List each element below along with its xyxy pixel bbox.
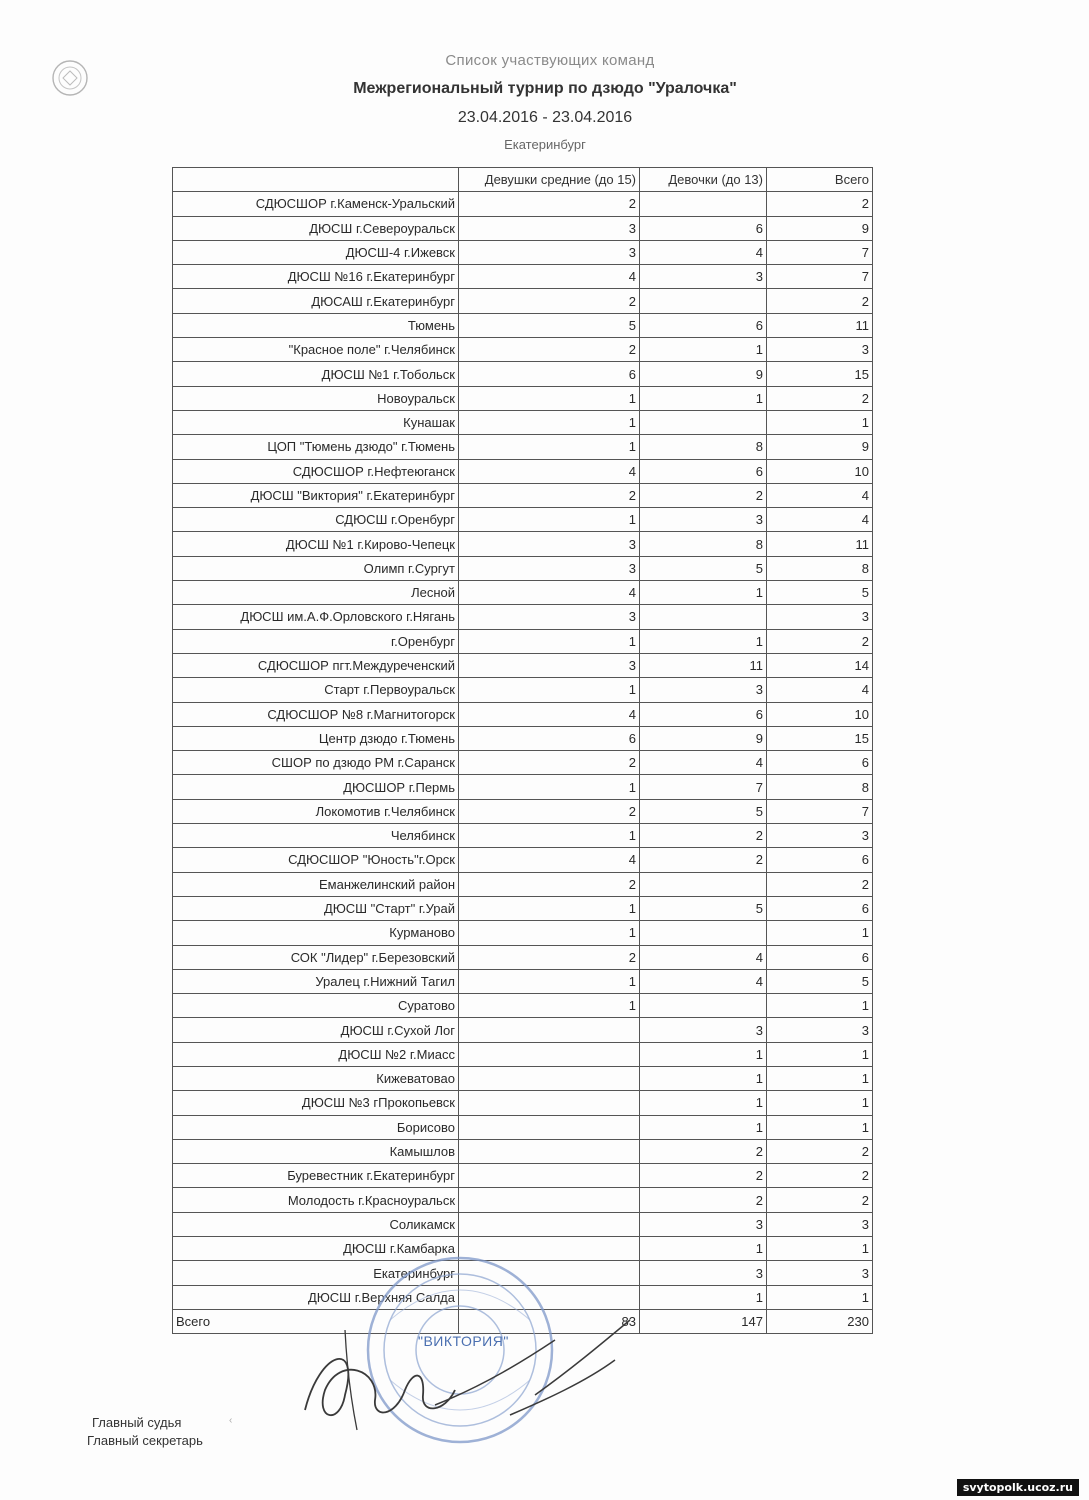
count-cell: 9 — [640, 362, 767, 386]
team-name-cell: СДЮСШОР г.Каменск-Уральский — [173, 192, 459, 216]
count-cell: 6 — [640, 459, 767, 483]
team-name-cell: Старт г.Первоуральск — [173, 678, 459, 702]
doc-title: Список участвующих команд — [445, 52, 655, 69]
team-name-cell: СШОР по дзюдо РМ г.Саранск — [173, 751, 459, 775]
count-cell: 4 — [459, 265, 640, 289]
team-name-cell: СДЮСШОР "Юность"г.Орск — [173, 848, 459, 872]
count-cell — [459, 1066, 640, 1090]
count-cell: 1 — [640, 1237, 767, 1261]
count-cell: 6 — [767, 848, 873, 872]
table-row — [173, 265, 873, 289]
count-cell: 9 — [767, 435, 873, 459]
count-cell — [459, 1212, 640, 1236]
count-cell: 1 — [459, 508, 640, 532]
signature-icon — [285, 1300, 665, 1440]
count-cell: 1 — [640, 581, 767, 605]
count-cell: 3 — [459, 605, 640, 629]
table-row — [173, 1042, 873, 1066]
team-name-cell: ДЮСШ №3 гПрокопьевск — [173, 1091, 459, 1115]
table-row — [173, 1188, 873, 1212]
count-cell: 1 — [459, 896, 640, 920]
count-cell: 2 — [767, 872, 873, 896]
count-cell: 3 — [640, 1018, 767, 1042]
count-cell: 3 — [767, 1261, 873, 1285]
team-name-cell: Лесной — [173, 581, 459, 605]
total-cell: 230 — [767, 1309, 873, 1333]
event-dates: 23.04.2016 - 23.04.2016 — [457, 109, 633, 126]
table-row — [173, 896, 873, 920]
count-cell: 1 — [459, 435, 640, 459]
team-name-cell: Суратово — [173, 994, 459, 1018]
table-row — [173, 872, 873, 896]
count-cell: 11 — [767, 532, 873, 556]
count-cell: 8 — [640, 532, 767, 556]
column-header: Девочки (до 13) — [640, 168, 767, 192]
table-row — [173, 751, 873, 775]
count-cell: 2 — [459, 338, 640, 362]
count-cell — [459, 1091, 640, 1115]
team-name-cell: Екатеринбург — [173, 1261, 459, 1285]
stamp-label: "ВИКТОРИЯ" — [418, 1333, 509, 1349]
count-cell: 1 — [767, 994, 873, 1018]
team-name-cell: ДЮСШ им.А.Ф.Орловского г.Нягань — [173, 605, 459, 629]
count-cell — [640, 289, 767, 313]
count-cell — [459, 1115, 640, 1139]
total-cell: 83 — [459, 1309, 640, 1333]
count-cell: 1 — [640, 1115, 767, 1139]
team-name-cell: ДЮСШ-4 г.Ижевск — [173, 240, 459, 264]
count-cell: 1 — [767, 1285, 873, 1309]
count-cell: 2 — [640, 1188, 767, 1212]
table-row — [173, 1115, 873, 1139]
count-cell: 1 — [640, 1091, 767, 1115]
count-cell: 1 — [459, 921, 640, 945]
count-cell: 7 — [767, 265, 873, 289]
chief-secretary-label: Главный секретарь — [87, 1433, 203, 1448]
count-cell: 4 — [640, 751, 767, 775]
count-cell: 1 — [459, 386, 640, 410]
count-cell: 4 — [640, 969, 767, 993]
table-row — [173, 338, 873, 362]
count-cell: 3 — [459, 556, 640, 580]
table-row — [173, 1139, 873, 1163]
column-header: Девушки средние (до 15) — [459, 168, 640, 192]
table-row — [173, 216, 873, 240]
count-cell: 1 — [767, 410, 873, 434]
count-cell: 3 — [640, 265, 767, 289]
count-cell: 6 — [640, 216, 767, 240]
count-cell: 1 — [767, 1237, 873, 1261]
table-row — [173, 508, 873, 532]
count-cell: 2 — [767, 629, 873, 653]
count-cell: 1 — [459, 678, 640, 702]
count-cell: 5 — [767, 581, 873, 605]
table-row — [173, 459, 873, 483]
team-name-cell: Курманово — [173, 921, 459, 945]
count-cell: 2 — [767, 386, 873, 410]
count-cell: 1 — [459, 994, 640, 1018]
count-cell: 3 — [640, 508, 767, 532]
count-cell: 5 — [640, 556, 767, 580]
table-row — [173, 653, 873, 677]
table-row — [173, 1091, 873, 1115]
table-row — [173, 629, 873, 653]
count-cell — [459, 1164, 640, 1188]
team-name-cell: Челябинск — [173, 824, 459, 848]
count-cell: 2 — [459, 192, 640, 216]
team-name-cell: Тюмень — [173, 313, 459, 337]
team-name-cell: Олимп г.Сургут — [173, 556, 459, 580]
column-header: Всего — [767, 168, 873, 192]
count-cell: 4 — [459, 581, 640, 605]
count-cell: 11 — [767, 313, 873, 337]
table-row — [173, 702, 873, 726]
count-cell: 1 — [767, 1042, 873, 1066]
count-cell — [640, 921, 767, 945]
count-cell: 6 — [767, 945, 873, 969]
count-cell: 2 — [640, 483, 767, 507]
count-cell: 2 — [767, 1139, 873, 1163]
event-city: Екатеринбург — [504, 137, 586, 152]
count-cell: 4 — [640, 945, 767, 969]
count-cell: 7 — [640, 775, 767, 799]
team-name-cell: ДЮСШ №2 г.Миасс — [173, 1042, 459, 1066]
table-row — [173, 386, 873, 410]
table-row — [173, 313, 873, 337]
count-cell: 2 — [459, 289, 640, 313]
count-cell: 2 — [640, 848, 767, 872]
count-cell: 4 — [640, 240, 767, 264]
table-row — [173, 289, 873, 313]
table-row — [173, 435, 873, 459]
count-cell: 2 — [459, 483, 640, 507]
count-cell: 15 — [767, 362, 873, 386]
count-cell: 9 — [640, 726, 767, 750]
count-cell: 5 — [767, 969, 873, 993]
count-cell: 3 — [640, 1212, 767, 1236]
team-name-cell: ЦОП "Тюмень дзюдо" г.Тюмень — [173, 435, 459, 459]
table-row — [173, 848, 873, 872]
total-label: Всего — [173, 1309, 459, 1333]
team-name-cell: ДЮСШ г.Североуральск — [173, 216, 459, 240]
count-cell: 1 — [767, 1066, 873, 1090]
table-row — [173, 824, 873, 848]
count-cell: 6 — [459, 362, 640, 386]
team-name-cell: Камышлов — [173, 1139, 459, 1163]
count-cell — [640, 192, 767, 216]
column-header — [173, 168, 459, 192]
team-name-cell: Кижеватовао — [173, 1066, 459, 1090]
emblem-icon — [50, 58, 90, 98]
team-name-cell: Локомотив г.Челябинск — [173, 799, 459, 823]
count-cell: 10 — [767, 459, 873, 483]
count-cell: 15 — [767, 726, 873, 750]
count-cell: 2 — [640, 1139, 767, 1163]
count-cell: 6 — [640, 702, 767, 726]
table-row — [173, 1212, 873, 1236]
count-cell: 3 — [767, 1212, 873, 1236]
count-cell: 2 — [459, 945, 640, 969]
count-cell: 1 — [767, 1091, 873, 1115]
team-name-cell: Кунашак — [173, 410, 459, 434]
team-name-cell: ДЮСШ г.Камбарка — [173, 1237, 459, 1261]
team-name-cell: ДЮСШ №16 г.Екатеринбург — [173, 265, 459, 289]
table-row — [173, 945, 873, 969]
count-cell: 6 — [459, 726, 640, 750]
count-cell — [640, 994, 767, 1018]
count-cell: 11 — [640, 653, 767, 677]
count-cell: 3 — [767, 605, 873, 629]
count-cell: 1 — [459, 410, 640, 434]
table-row — [173, 994, 873, 1018]
count-cell: 1 — [459, 629, 640, 653]
count-cell: 4 — [459, 848, 640, 872]
table-row — [173, 678, 873, 702]
count-cell — [459, 1018, 640, 1042]
count-cell: 8 — [640, 435, 767, 459]
table-row — [173, 921, 873, 945]
team-name-cell: СДЮСШ г.Оренбург — [173, 508, 459, 532]
table-row — [173, 1066, 873, 1090]
count-cell — [640, 605, 767, 629]
team-name-cell: Буревестник г.Екатеринбург — [173, 1164, 459, 1188]
team-name-cell: СОК "Лидер" г.Березовский — [173, 945, 459, 969]
mark-icon: ‹ — [229, 1415, 233, 1426]
team-name-cell: СДЮСШОР г.Нефтеюганск — [173, 459, 459, 483]
count-cell: 1 — [640, 1042, 767, 1066]
team-name-cell: "Красное поле" г.Челябинск — [173, 338, 459, 362]
count-cell: 9 — [767, 216, 873, 240]
count-cell: 3 — [640, 1261, 767, 1285]
count-cell: 5 — [459, 313, 640, 337]
team-name-cell: Еманжелинский район — [173, 872, 459, 896]
count-cell: 10 — [767, 702, 873, 726]
count-cell: 1 — [459, 775, 640, 799]
team-name-cell: Новоуральск — [173, 386, 459, 410]
table-row — [173, 775, 873, 799]
count-cell: 4 — [767, 483, 873, 507]
count-cell — [459, 1139, 640, 1163]
team-name-cell: ДЮСШОР г.Пермь — [173, 775, 459, 799]
count-cell: 3 — [767, 338, 873, 362]
count-cell: 3 — [767, 824, 873, 848]
table-row — [173, 1018, 873, 1042]
count-cell: 6 — [640, 313, 767, 337]
count-cell: 2 — [767, 289, 873, 313]
count-cell: 1 — [640, 1066, 767, 1090]
count-cell: 7 — [767, 240, 873, 264]
table-row — [173, 362, 873, 386]
team-name-cell: г.Оренбург — [173, 629, 459, 653]
table-row — [173, 192, 873, 216]
team-name-cell: ДЮСШ г.Верхняя Салда — [173, 1285, 459, 1309]
count-cell: 8 — [767, 775, 873, 799]
team-name-cell: ДЮСШ "Старт" г.Урай — [173, 896, 459, 920]
team-name-cell: Борисово — [173, 1115, 459, 1139]
count-cell: 7 — [767, 799, 873, 823]
table-header-row — [173, 168, 873, 192]
count-cell — [640, 410, 767, 434]
count-cell: 1 — [640, 629, 767, 653]
table-row — [173, 1164, 873, 1188]
count-cell: 2 — [767, 192, 873, 216]
count-cell: 3 — [459, 532, 640, 556]
team-name-cell: Молодость г.Красноуральск — [173, 1188, 459, 1212]
teams-table — [172, 167, 873, 1334]
count-cell: 2 — [459, 751, 640, 775]
count-cell: 1 — [640, 338, 767, 362]
count-cell: 5 — [640, 799, 767, 823]
table-row — [173, 532, 873, 556]
team-name-cell: Соликамск — [173, 1212, 459, 1236]
team-name-cell: СДЮСШОР №8 г.Магнитогорск — [173, 702, 459, 726]
count-cell: 4 — [459, 459, 640, 483]
team-name-cell: ДЮСШ г.Сухой Лог — [173, 1018, 459, 1042]
count-cell: 3 — [640, 678, 767, 702]
count-cell: 1 — [459, 824, 640, 848]
team-name-cell: ДЮСАШ г.Екатеринбург — [173, 289, 459, 313]
count-cell: 6 — [767, 751, 873, 775]
table-row — [173, 556, 873, 580]
table-row — [173, 410, 873, 434]
count-cell: 4 — [767, 508, 873, 532]
count-cell: 6 — [767, 896, 873, 920]
team-name-cell: СДЮСШОР пгт.Междуреченский — [173, 653, 459, 677]
table-row — [173, 799, 873, 823]
count-cell: 1 — [640, 386, 767, 410]
watermark-label: svytopolk.ucoz.ru — [957, 1479, 1079, 1496]
count-cell: 1 — [767, 1115, 873, 1139]
team-name-cell: ДЮСШ №1 г.Кирово-Чепецк — [173, 532, 459, 556]
count-cell: 2 — [767, 1188, 873, 1212]
count-cell: 3 — [459, 216, 640, 240]
count-cell: 2 — [640, 824, 767, 848]
table-row — [173, 969, 873, 993]
count-cell: 2 — [459, 872, 640, 896]
team-name-cell: ДЮСШ №1 г.Тобольск — [173, 362, 459, 386]
count-cell: 5 — [640, 896, 767, 920]
team-name-cell: Центр дзюдо г.Тюмень — [173, 726, 459, 750]
count-cell: 2 — [459, 799, 640, 823]
team-name-cell: Уралец г.Нижний Тагил — [173, 969, 459, 993]
count-cell: 1 — [640, 1285, 767, 1309]
count-cell: 4 — [459, 702, 640, 726]
count-cell: 3 — [767, 1018, 873, 1042]
count-cell — [459, 1188, 640, 1212]
table-row — [173, 581, 873, 605]
count-cell: 8 — [767, 556, 873, 580]
total-cell: 147 — [640, 1309, 767, 1333]
count-cell — [640, 872, 767, 896]
table-row — [173, 240, 873, 264]
count-cell: 1 — [767, 921, 873, 945]
table-row — [173, 483, 873, 507]
count-cell: 4 — [767, 678, 873, 702]
team-name-cell: ДЮСШ "Виктория" г.Екатеринбург — [173, 483, 459, 507]
count-cell: 14 — [767, 653, 873, 677]
chief-judge-label: Главный судья — [92, 1415, 182, 1430]
count-cell: 3 — [459, 240, 640, 264]
count-cell — [459, 1042, 640, 1066]
event-title: Межрегиональный турнир по дзюдо "Уралочка" — [353, 80, 737, 97]
table-row — [173, 605, 873, 629]
count-cell: 1 — [459, 969, 640, 993]
count-cell: 3 — [459, 653, 640, 677]
count-cell: 2 — [767, 1164, 873, 1188]
count-cell: 2 — [640, 1164, 767, 1188]
table-row — [173, 726, 873, 750]
